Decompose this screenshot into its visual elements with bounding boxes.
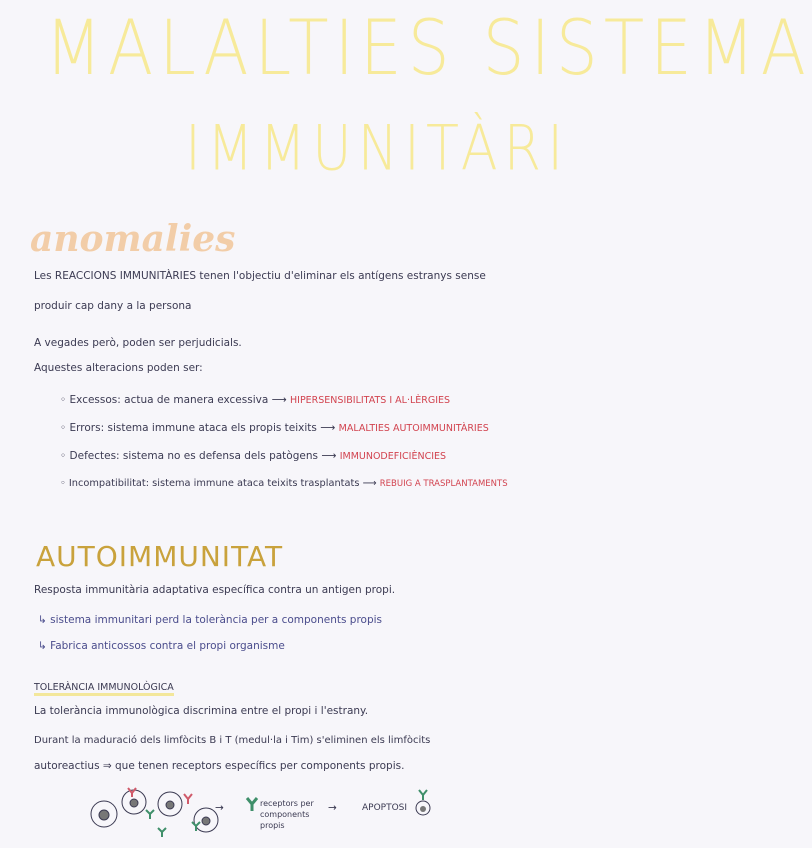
cell-icon [91, 790, 218, 832]
subheading-tolerancia: TOLERÀNCIA IMMUNOLÒGICA [34, 682, 174, 696]
bullet-line-1: ↳ sistema immunitari perd la tolerància per a components propis [38, 614, 383, 626]
list-item [60, 478, 508, 489]
arrow-icon: ⟶ [271, 394, 290, 406]
arrow-icon: → [215, 802, 224, 814]
list-item [60, 394, 450, 406]
list-item-result: IMMUNODEFICIÈNCIES [339, 451, 447, 462]
note-line-1: A vegades però, poden ser perjudicials. [34, 337, 242, 349]
list-item-result: HIPERSENSIBILITATS I AL·LÈRGIES [290, 395, 451, 406]
list-item-label: ◦ Defectes: sistema no es defensa dels patògens [60, 450, 318, 462]
list-item [60, 422, 489, 434]
lymphocytes-diagram [88, 782, 258, 842]
list-item-label: ◦ Excessos: actua de manera excessiva [60, 394, 269, 406]
intro-line-1: Les REACCIONS IMMUNITÀRIES tenen l'objectiu d'eliminar els antígens estranys sense [34, 270, 486, 282]
page-title-line1: MALALTIES SISTEMA [45, 4, 812, 93]
arrow-icon: ⟶ [321, 450, 340, 462]
arrow-icon: ⟶ [320, 422, 339, 434]
section-heading-anomalies: anomalies [30, 218, 236, 260]
tolerance-line-1: La tolerància immunològica discrimina entre el propi i l'estrany. [34, 705, 369, 717]
note-line-2: Aquestes alteracions poden ser: [34, 362, 203, 374]
receptor-icon [244, 796, 260, 812]
arrow-icon: ⟶ [362, 478, 380, 489]
apoptotic-cell-icon [410, 788, 436, 818]
list-item-label: ◦ Errors: sistema immune ataca els propis teixits [60, 422, 317, 434]
list-item [60, 450, 446, 462]
list-item-result: MALALTIES AUTOIMMUNITÀRIES [338, 423, 489, 434]
bullet-line-2: ↳ Fabrica anticossos contra el propi organisme [38, 640, 285, 652]
tolerance-line-3: autoreactius ⇒ que tenen receptors específics per components propis. [34, 760, 405, 772]
apoptosi-label: APOPTOSI [362, 803, 408, 813]
receptor-label: receptors per components propis [260, 799, 314, 830]
section-heading-autoimmunitat: AUTOIMMUNITAT [36, 540, 284, 573]
intro-line-2: produir cap dany a la persona [34, 300, 192, 312]
list-item-label: ◦ Incompatibilitat: sistema immune ataca teixits trasplantats [60, 478, 360, 489]
page-title-line2: IMMUNITÀRI [185, 112, 570, 185]
tolerance-line-2: Durant la maduració dels limfòcits B i T (medul·la i Tim) s'eliminen els limfòcits [34, 735, 431, 746]
arrow-icon: → [328, 802, 337, 814]
list-item-result: REBUIG A TRASPLANTAMENTS [379, 479, 508, 489]
definition-line: Resposta immunitària adaptativa específica contra un antigen propi. [34, 584, 396, 596]
